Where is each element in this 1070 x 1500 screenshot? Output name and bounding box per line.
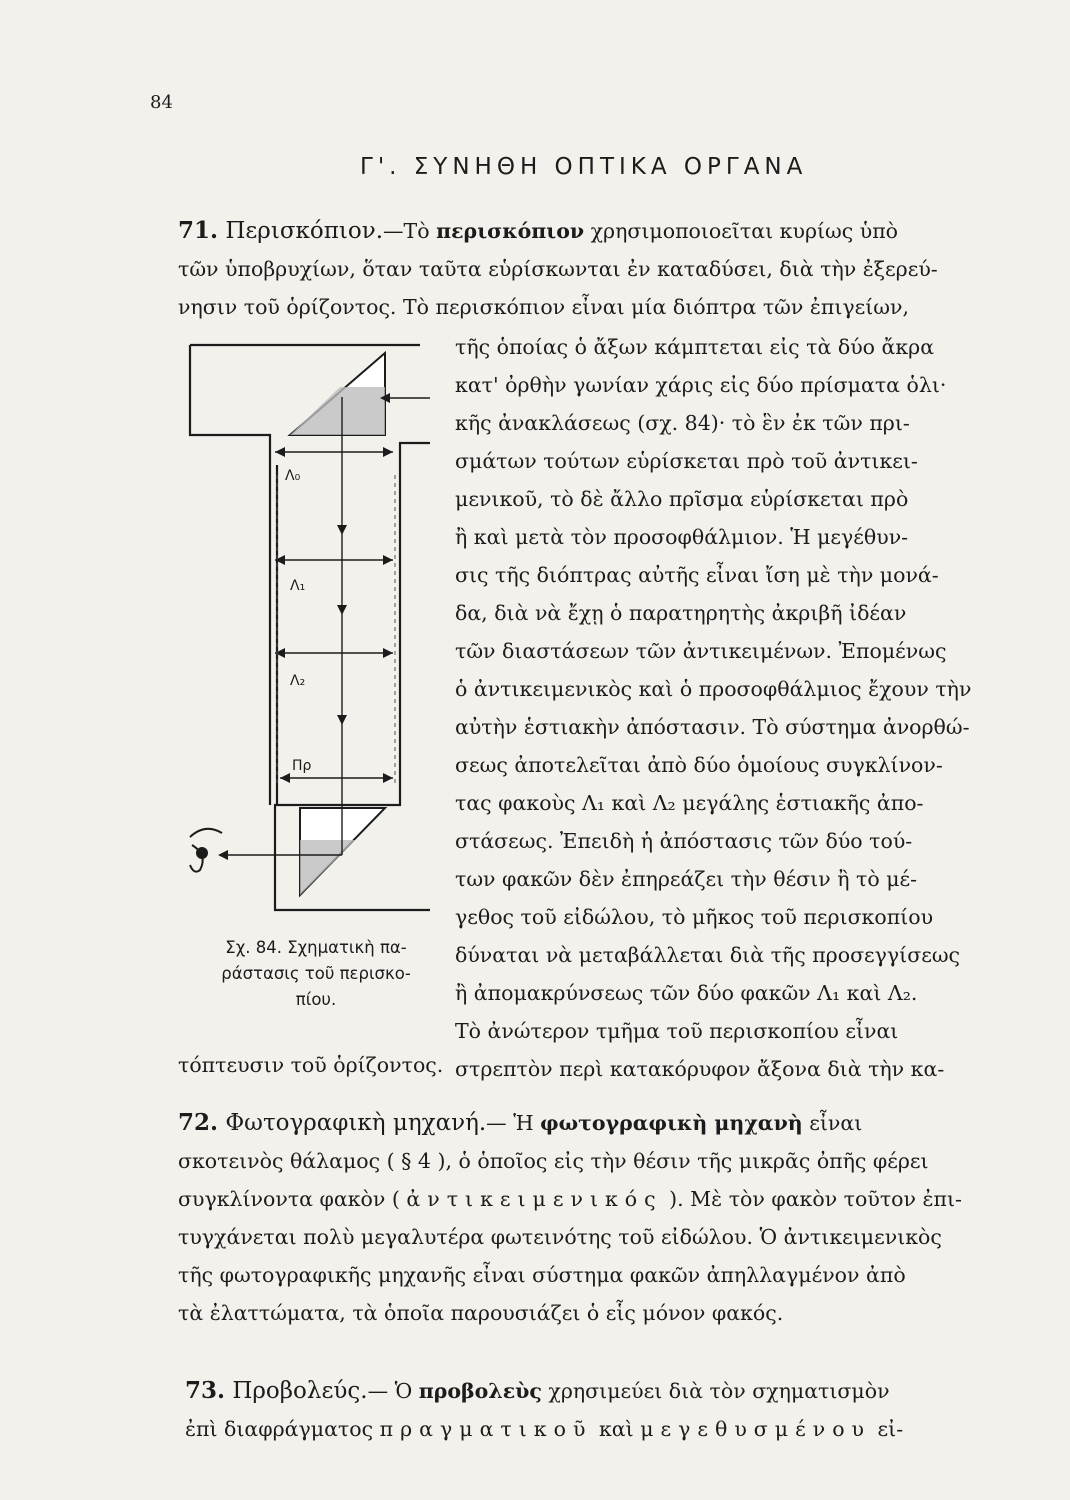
section-73-heading: 73. Προβολεύς. — [185, 1377, 368, 1404]
axis-arrow — [337, 715, 347, 725]
lens-arrow — [280, 773, 290, 783]
column-line: ἢ καὶ μετὰ τὸν προσοφθάλμιον. Ἡ μεγέθυν- — [455, 525, 909, 549]
section-72-line: τυγχάνεται πολὺ μεγαλυτέρα φωτεινότης τοῦ εἰδώλου. Ὁ ἀντικειμενικὸς — [178, 1225, 942, 1249]
spaced-term-magnified: μεγεθυσμένου — [640, 1417, 872, 1441]
column-line: δύναται νὰ μεταβάλλεται διὰ τῆς προσεγγίσεως — [455, 943, 961, 967]
section-71-line-1: 71. Περισκόπιον.—Τὸ περισκόπιον χρησιμοποιοεῖται κυρίως ὑπὸ — [178, 217, 899, 244]
spaced-term-objective: ἀντικειμενικός — [406, 1187, 663, 1211]
section-72-line: συγκλίνοντα φακὸν ( ἀντικειμενικός ). Μὲ τὸν φακὸν τοῦτον ἐπι- — [178, 1187, 962, 1211]
column-line: κατ' ὀρθὴν γωνίαν χάρις εἰς δύο πρίσματα ὁλι· — [455, 373, 947, 397]
column-line: σις τῆς διόπτρας αὐτῆς εἶναι ἴση μὲ τὴν μονά- — [455, 563, 939, 587]
section-71-full-line: τῶν ὑποβρυχίων, ὅταν ταῦτα εὑρίσκωνται ἐν καταδύσει, διὰ τὴν ἐξερεύ- — [178, 257, 938, 281]
column-line: στάσεως. Ἐπειδὴ ἡ ἀπόστασις τῶν δύο τού- — [455, 829, 913, 853]
figure-caption — [186, 935, 446, 1013]
column-line: τας φακοὺς Λ₁ καὶ Λ₂ μεγάλης ἑστιακῆς ἀπο- — [455, 791, 924, 815]
column-line: των φακῶν δὲν ἐπηρεάζει τὴν θέσιν ἢ τὸ μέ- — [455, 867, 918, 891]
section-73 — [185, 1372, 1055, 1448]
section-71-heading: 71. Περισκόπιον. — [178, 217, 384, 244]
column-line: ὁ ἀντικειμενικὸς καὶ ὁ προσοφθάλμιος ἔχουν τὴν — [455, 677, 972, 701]
column-line: μενικοῦ, τὸ δὲ ἄλλο πρῖσμα εὑρίσκεται πρὸ — [455, 487, 909, 511]
section-71-last-line: τόπτευσιν τοῦ ὁρίζοντος. — [178, 1053, 444, 1077]
section-71-intro — [178, 212, 1038, 326]
caption-line: πίου. — [295, 990, 337, 1009]
caption-line: ράστασις τοῦ περισκο- — [221, 964, 411, 983]
section-71-full-line: νησιν τοῦ ὁρίζοντος. Τὸ περισκόπιον εἶναι μία διόπτρα τῶν ἐπιγείων, — [178, 295, 909, 319]
section-72-line-1: 72. Φωτογραφικὴ μηχανή.— Ἡ φωτογραφικὴ μηχανὴ εἶναι — [178, 1109, 863, 1136]
lens-arrow — [383, 447, 393, 457]
section-71-column — [455, 328, 1045, 1088]
label-lambda1: Λ₁ — [290, 578, 306, 594]
lens-arrow — [383, 648, 393, 658]
outgoing-ray-arrow — [218, 850, 228, 860]
bottom-prism-shade — [300, 840, 355, 895]
column-line: τῶν διαστάσεων τῶν ἀντικειμένων. Ἐπομένως — [455, 639, 947, 663]
tube-left-upper — [190, 345, 270, 465]
caption-line: Σχ. 84. Σχηματικὴ πα- — [225, 938, 407, 957]
column-line: δα, διὰ νὰ ἔχῃ ὁ παρατηρητὴς ἀκριβῆ ἰδέαν — [455, 601, 907, 625]
term-periskopion: περισκόπιον — [436, 219, 585, 243]
spaced-term-real: πραγματικοῦ — [379, 1417, 593, 1441]
column-line: σμάτων τούτων εὑρίσκεται πρὸ τοῦ ἀντικει- — [455, 449, 918, 473]
lens-arrow — [383, 773, 393, 783]
label-lambda2: Λ₂ — [290, 673, 306, 689]
label-pr: Πρ — [292, 758, 312, 774]
axis-arrow — [337, 525, 347, 535]
section-72-line: τὰ ἐλαττώματα, τὰ ὁποῖα παρουσιάζει ὁ εἷς μόνον φακός. — [178, 1301, 784, 1325]
periscope-diagram — [180, 335, 430, 925]
term-projector: προβολεὺς — [418, 1379, 542, 1403]
lens-arrow — [383, 555, 393, 565]
column-line: σεως ἀποτελεῖται ἀπὸ δύο ὁμοίους συγκλίνον- — [455, 753, 943, 777]
column-line: κῆς ἀνακλάσεως (σχ. 84)· τὸ ἓν ἐκ τῶν πρι- — [455, 411, 910, 435]
term-photographic-camera: φωτογραφικὴ μηχανὴ — [540, 1111, 803, 1135]
column-line: Τὸ ἀνώτερον τμῆμα τοῦ περισκοπίου εἶναι — [455, 1019, 899, 1043]
column-line: γεθος τοῦ εἰδώλου, τὸ μῆκος τοῦ περισκοπίου — [455, 905, 934, 929]
column-line: ἢ ἀπομακρύνσεως τῶν δύο φακῶν Λ₁ καὶ Λ₂. — [455, 981, 918, 1005]
lens-arrow — [275, 447, 285, 457]
page-number: 84 — [150, 92, 173, 113]
chapter-title: Γ'. ΣΥΝΗΘΗ ΟΠΤΙΚΑ ΟΡΓΑΝΑ — [360, 154, 808, 180]
eye-icon — [190, 829, 222, 872]
section-72-heading: 72. Φωτογραφικὴ μηχανή. — [178, 1109, 487, 1136]
section-72-line: σκοτεινὸς θάλαμος ( § 4 ), ὁ ὁποῖος εἰς τὴν θέσιν τῆς μικρᾶς ὀπῆς φέρει — [178, 1149, 929, 1173]
section-73-line: ἐπὶ διαφράγματος πραγματικοῦ καὶ μεγεθυσμένου εἰ- — [185, 1417, 904, 1441]
section-72 — [178, 1104, 1048, 1332]
label-lambda0: Λ₀ — [285, 468, 301, 484]
column-line: τῆς ὁποίας ὁ ἄξων κάμπτεται εἰς τὰ δύο ἄκρα — [455, 335, 935, 359]
section-73-line-1: 73. Προβολεύς.— Ὁ προβολεὺς χρησιμεύει διὰ τὸν σχηματισμὸν — [185, 1377, 890, 1404]
section-72-line: τῆς φωτογραφικῆς μηχανῆς εἶναι σύστημα φακῶν ἀπηλλαγμένον ἀπὸ — [178, 1263, 906, 1287]
column-line: αὐτὴν ἑστιακὴν ἀπόστασιν. Τὸ σύστημα ἀνορθώ- — [455, 715, 970, 739]
top-prism-shade — [290, 387, 385, 435]
axis-arrow — [337, 605, 347, 615]
column-line: στρεπτὸν περὶ κατακόρυφον ἄξονα διὰ τὴν κα- — [455, 1057, 945, 1081]
